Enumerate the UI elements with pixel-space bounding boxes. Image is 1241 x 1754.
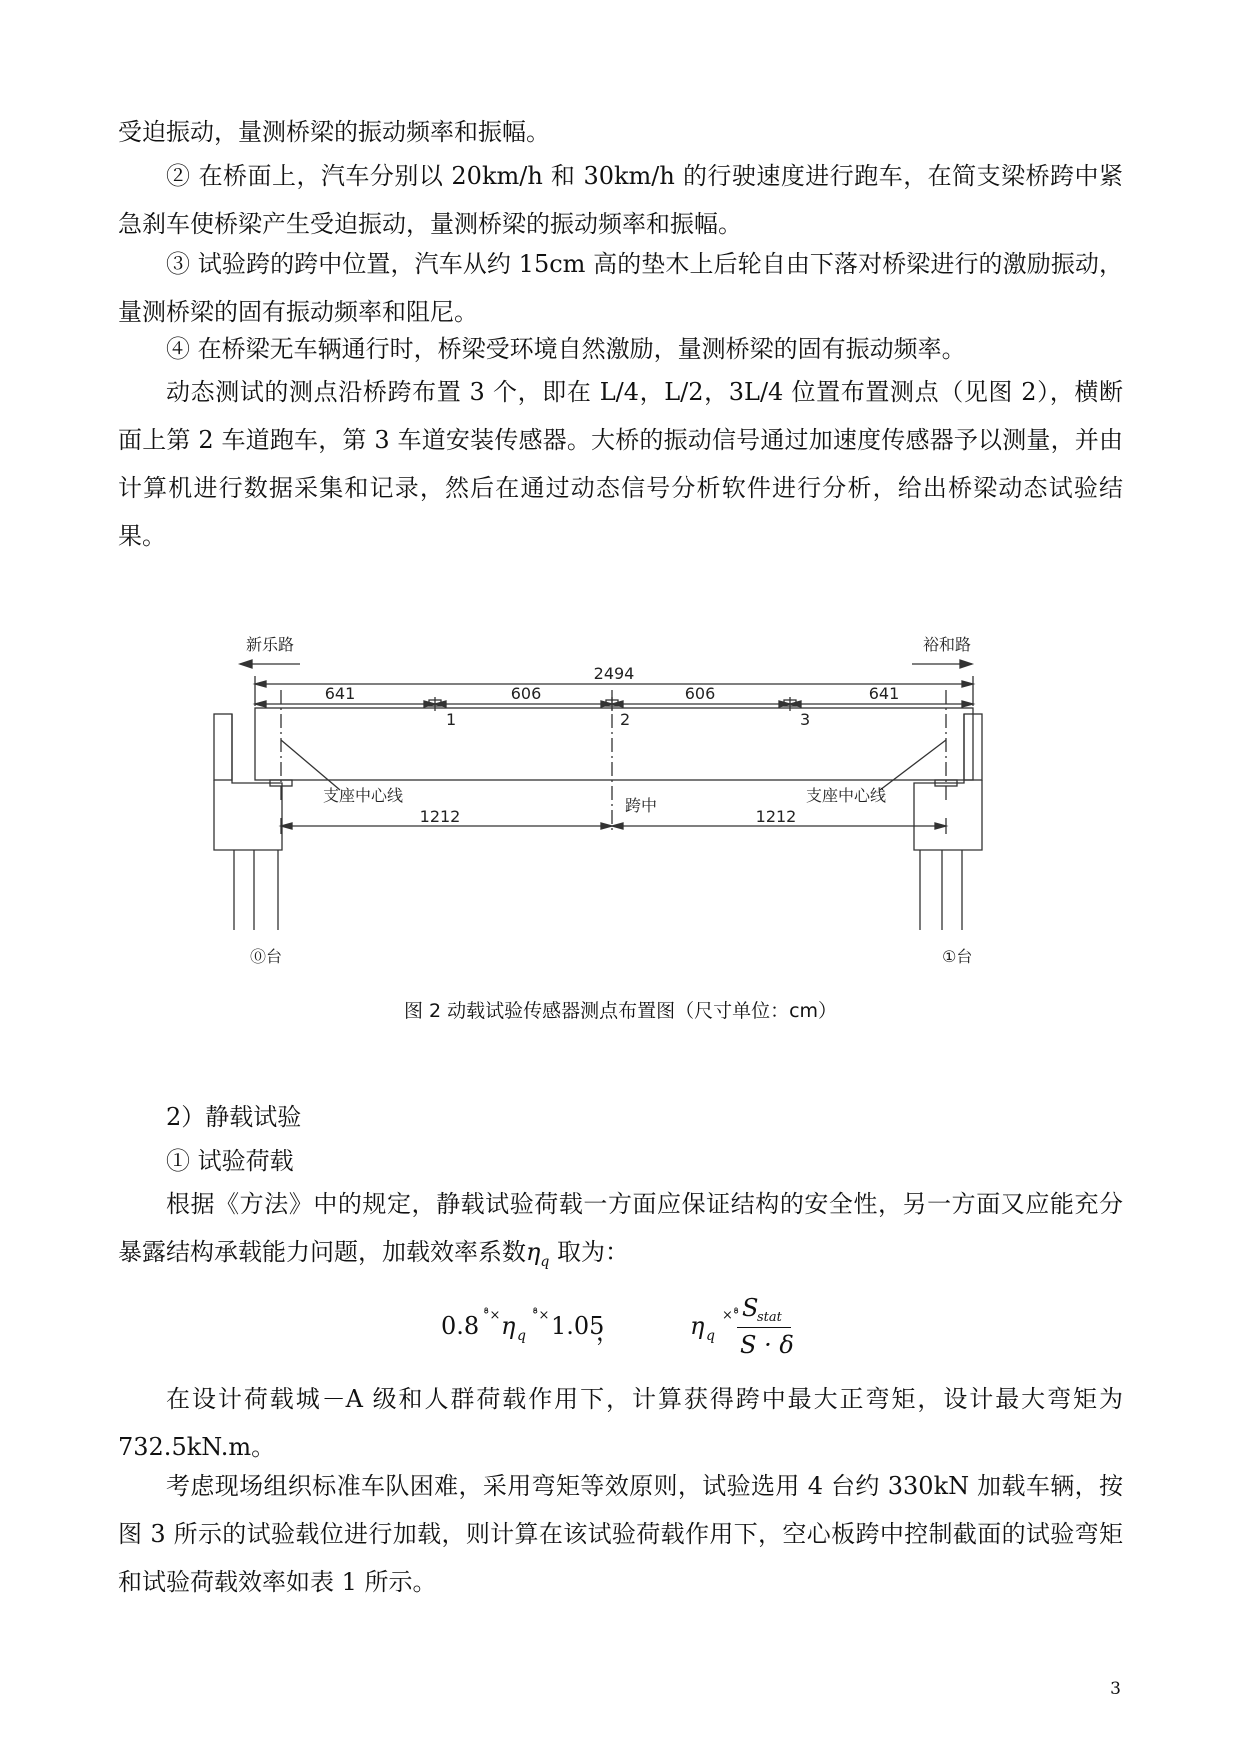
paragraph-10: 考虑现场组织标准车队困难，采用弯矩等效原则，试验选用 4 台约 330kN 加载车辆，按图 3 所示的试验载位进行加载，则计算在该试验荷载作用下，空心板跨中控制截面的试验弯矩和试验荷载效率如表 1 所示。 xyxy=(118,1472,1123,1596)
formula-eta-1: η xyxy=(501,1312,516,1340)
support-label-right: 支座中心线 xyxy=(806,786,887,805)
fraction-bar xyxy=(737,1327,791,1328)
paragraph-4: ④ 在桥梁无车辆通行时，桥梁受环境自然激励，量测桥梁的固有振动频率。 xyxy=(166,335,966,363)
formula-comma: ， xyxy=(596,1318,620,1346)
paragraph-9: 在设计荷载城－A 级和人群荷载作用下，计算获得跨中最大正弯矩，设计最大弯矩为 732.5kN.m。 xyxy=(118,1385,1123,1461)
right-road-label: 裕和路 xyxy=(923,635,972,654)
formula-block xyxy=(0,1294,1241,1364)
segment-label-3: 606 xyxy=(684,684,716,703)
paragraph-8 xyxy=(118,1180,1123,1286)
segment-label-4: 641 xyxy=(868,684,900,703)
formula-eta-2: η xyxy=(690,1312,705,1340)
left-road-label: 新乐路 xyxy=(246,635,295,654)
eta-subscript: q xyxy=(540,1253,550,1270)
point-label-3: 3 xyxy=(800,710,811,729)
paragraph-2: ② 在桥面上，汽车分别以 20km/h 和 30km/h 的行驶速度进行跑车，在简支梁桥跨中紧急刹车使桥梁产生受迫振动，量测桥梁的振动频率和振幅。 xyxy=(118,162,1123,238)
formula-upper: 1.05 xyxy=(551,1312,605,1340)
formula-eta-2-sub: q xyxy=(706,1328,715,1344)
midspan-label: 跨中 xyxy=(625,796,658,815)
formula-lower: 0.8 xyxy=(441,1312,480,1340)
support-label-left: 支座中心线 xyxy=(323,786,404,805)
abutment-right-body xyxy=(914,714,982,850)
formula-rel-1: °̊× xyxy=(483,1308,501,1323)
abutment-label-right: ①台 xyxy=(942,947,973,966)
paragraph-8-end: 取为： xyxy=(549,1238,629,1266)
page-number: 3 xyxy=(1110,1679,1121,1699)
point-label-1: 1 xyxy=(446,710,457,729)
paragraph-6: 2）静载试验 xyxy=(166,1103,302,1131)
paragraph-5: 动态测试的测点沿桥跨布置 3 个，即在 L/4，L/2，3L/4 位置布置测点（见图 2），横断面上第 2 车道跑车，第 3 车道安装传感器。大桥的振动信号通过加速度传感器予以测量，并由计算机进行数据采集和记录，然后在通过动态信号分析软件进行分析，给出桥梁动态试验结果。 xyxy=(118,378,1123,550)
formula-eta-1-sub: q xyxy=(517,1328,526,1344)
segment-label-2: 606 xyxy=(510,684,542,703)
abutment-left-backwall xyxy=(214,714,232,780)
point-label-2: 2 xyxy=(620,710,631,729)
beam xyxy=(255,708,973,780)
segment-label-1: 641 xyxy=(324,684,356,703)
left-road-arrow-head xyxy=(240,660,252,668)
formula-rel-2: °̊× xyxy=(532,1308,550,1323)
eta-symbol: η xyxy=(526,1238,541,1266)
paragraph-3: ③ 试验跨的跨中位置，汽车从约 15cm 高的垫木上后轮自由下落对桥梁进行的激励振动，量测桥梁的固有振动频率和阻尼。 xyxy=(118,250,1123,326)
leader-left xyxy=(281,740,340,790)
formula-eq: ×°̊ xyxy=(722,1308,740,1323)
half-span-label-left: 1212 xyxy=(419,807,461,826)
formula-numerator: S xyxy=(742,1294,759,1322)
paragraph-7: ① 试验荷载 xyxy=(166,1147,294,1175)
paragraph-8-text: 根据《方法》中的规定，静载试验荷载一方面应保证结构的安全性，另一方面又应能充分暴露结构承载能力问题，加载效率系数 xyxy=(118,1190,1123,1266)
figure-caption: 图 2 动载试验传感器测点布置图（尺寸单位：cm） xyxy=(403,1000,838,1022)
formula-denominator: S · δ xyxy=(740,1331,794,1359)
right-road-arrow-head xyxy=(960,660,972,668)
abutment-left-body xyxy=(214,714,282,850)
total-span-label: 2494 xyxy=(593,664,635,683)
half-span-label-right: 1212 xyxy=(755,807,797,826)
paragraph-1: 受迫振动，量测桥梁的振动频率和振幅。 xyxy=(118,118,550,146)
abutment-label-left: ⓪台 xyxy=(250,947,283,966)
formula-numerator-sub: stat xyxy=(757,1310,782,1325)
